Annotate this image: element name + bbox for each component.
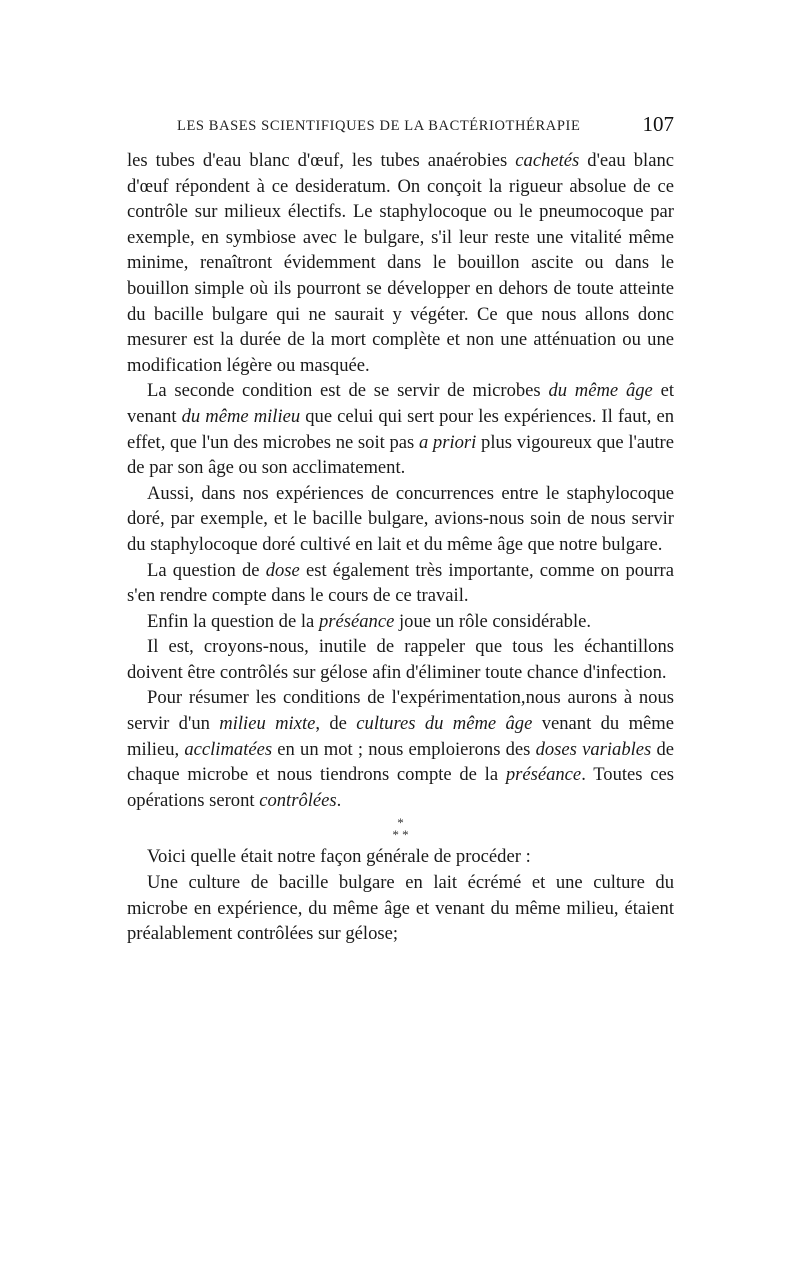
asterism-top: * — [397, 815, 404, 831]
book-page — [127, 110, 674, 947]
paragraph: Il est, croyons-nous, inutile de rappeler que tous les échantillons doivent être contrôlés sur gélose afin d'éliminer toute chance d'infection. — [127, 636, 674, 683]
paragraph: Aussi, dans nos expériences de concurrences entre le staphylocoque doré, par exemple, et le bacille bulgare, avions-nous soin de nous servir du staphylocoque doré cultivé en lait et du même âge que notre bulgare. — [127, 482, 674, 555]
section-asterism — [127, 817, 674, 841]
paragraph: les tubes d'eau blanc d'œuf, les tubes anaérobies cachetés d'eau blanc d'œuf répondent à ce desideratum. On conçoit la rigueur absolue de ce contrôle sur milieux électifs. Le staphylocoque ou le pneumocoque par exemple, en symbiose avec le bulgare, s'il leur reste une vitalité même minime, renaîtront évidemment dans le bouillon ascite ou dans le bouillon simple où ils pourront se développer en dehors de toute atteinte du bacille bulgare qui ne saurait y végéter. Ce que nous allons donc mesurer est la durée de la mort complète et non une atténuation ou une modification légère ou masquée. — [127, 150, 675, 376]
running-title: LES BASES SCIENTIFIQUES DE LA BACTÉRIOTHÉRAPIE — [177, 118, 581, 134]
asterism-bottom: * * — [392, 827, 409, 843]
page-number: 107 — [642, 112, 674, 136]
paragraph: Une culture de bacille bulgare en lait écrémé et une culture du microbe en expérience, du même âge et venant du même milieu, étaient préalablement contrôlées sur gélose; — [127, 872, 674, 945]
paragraph: Enfin la question de la préséance joue un rôle considérable. — [147, 610, 592, 632]
paragraph: Pour résumer les conditions de l'expérimentation,nous aurons à nous servir d'un milieu mixte, de cultures du même âge venant du même milieu, acclimatées en un mot ; nous emploierons des doses variables de chaque microbe et nous tiendrons compte de la préséance. Toutes ces opérations seront contrôlées. — [127, 687, 675, 811]
running-header — [127, 110, 674, 144]
paragraph: La seconde condition est de se servir de microbes du même âge et venant du même milieu que celui qui sert pour les expériences. Il faut, en effet, que l'un des microbes ne soit pas a priori plus vigoureux que l'autre de par son âge ou son acclimatement. — [127, 380, 674, 479]
paragraph: La question de dose est également très importante, comme on pourra s'en rendre compte dans le cours de ce travail. — [127, 559, 674, 607]
body-text — [127, 148, 674, 947]
paragraph: Voici quelle était notre façon générale de procéder : — [147, 846, 531, 868]
